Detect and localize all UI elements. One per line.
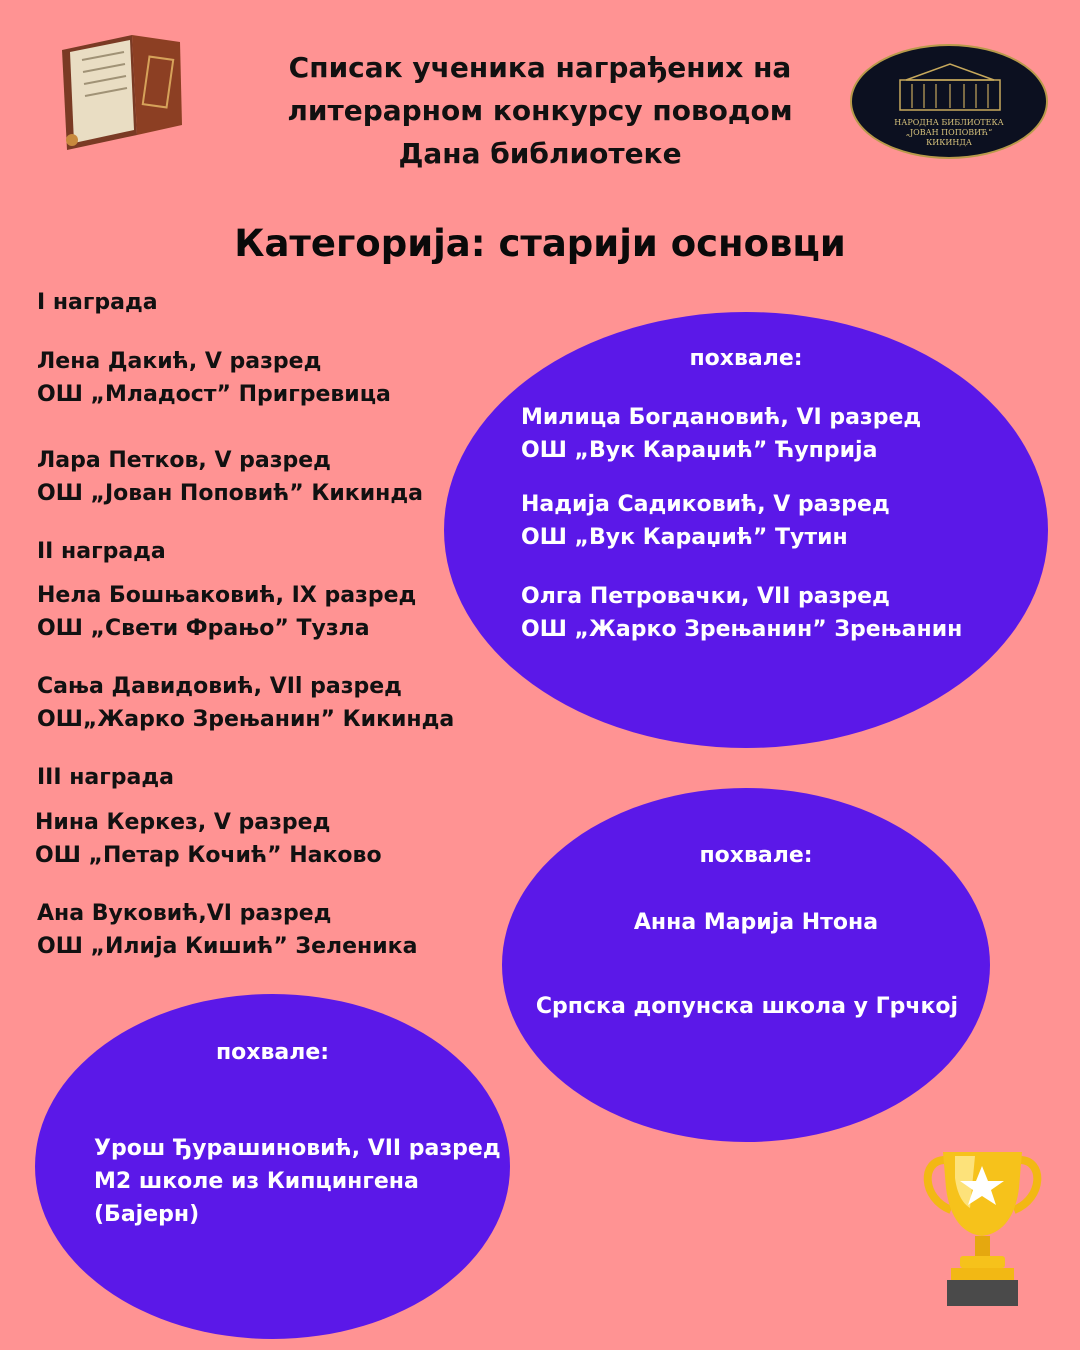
award-entry (37, 670, 454, 736)
school-name: М2 школе из Кипцингена (94, 1169, 419, 1194)
praise-ellipse-2 (502, 788, 990, 1142)
school-name: ОШ „Петар Кочић” Наково (35, 843, 382, 868)
student-name: Урош Ђурашиновић, VII разред (94, 1136, 501, 1161)
logo-text-line-1: НАРОДНА БИБЛИОТЕКА (894, 118, 1004, 127)
student-name: Милица Богдановић, VI разред (521, 405, 922, 430)
award-entry (37, 897, 417, 963)
award-entry (37, 345, 391, 411)
student-name: Сања Давидовић, VIl разред (37, 674, 402, 699)
school-name: ОШ „Јован Поповић” Кикинда (37, 481, 423, 506)
school-name: ОШ „Илија Кишић” Зеленика (37, 934, 418, 959)
student-name: Ана Вуковић,VI разред (37, 901, 332, 926)
student-name: Лара Петков, V разред (37, 448, 331, 473)
trophy-icon (915, 1148, 1050, 1308)
school-name: ОШ „Жарко Зрењанин” Зрењанин (521, 617, 963, 642)
praise-heading: похвале: (699, 843, 813, 868)
award-2-heading: II награда (37, 539, 166, 564)
praise-heading: похвале: (215, 1040, 330, 1065)
school-name: ОШ „Младост” Пригревица (37, 382, 391, 407)
title-line-1: Списак ученика награђених на (288, 51, 792, 84)
award-entry (37, 579, 416, 645)
praise-ellipse-1 (444, 312, 1048, 748)
student-name: Олга Петровачки, VII разред (521, 584, 890, 609)
award-3-heading: III награда (37, 765, 174, 790)
title-line-2: литерарном конкурсу поводом (287, 94, 793, 127)
student-name: Лена Дакић, V разред (37, 349, 322, 374)
school-name: ОШ „Вук Караџић” Тутин (521, 525, 848, 550)
praise-ellipse-3 (35, 994, 510, 1339)
logo-text-line-2: „ЈОВАН ПОПОВИЋ“ (905, 128, 993, 137)
library-logo (850, 44, 1048, 159)
school-location: (Бајерн) (94, 1202, 200, 1227)
student-name: Нина Керкез, V разред (35, 810, 331, 835)
school-name: ОШ„Жарко Зрењанин” Кикинда (37, 707, 455, 732)
page-title (230, 46, 850, 175)
student-name: Нела Бошњаковић, IX разред (37, 583, 417, 608)
praise-heading: похвале: (689, 346, 803, 371)
category-heading: Категорија: старији основци (234, 222, 846, 265)
student-name: Надија Садиковић, V разред (521, 492, 890, 517)
award-1-heading: I награда (37, 290, 158, 315)
logo-text-line-3: КИКИНДА (926, 138, 972, 147)
book-icon (52, 30, 187, 155)
school-name: ОШ „Свети Фрањо” Тузла (37, 616, 370, 641)
title-line-3: Дана библиотеке (398, 137, 682, 170)
school-name: ОШ „Вук Караџић” Ћуприја (521, 438, 878, 463)
award-entry (37, 444, 423, 510)
award-entry (35, 806, 382, 872)
school-name: Српска допунска школа у Грчкој (535, 994, 959, 1019)
student-name: Анна Марија Нтона (633, 910, 879, 935)
